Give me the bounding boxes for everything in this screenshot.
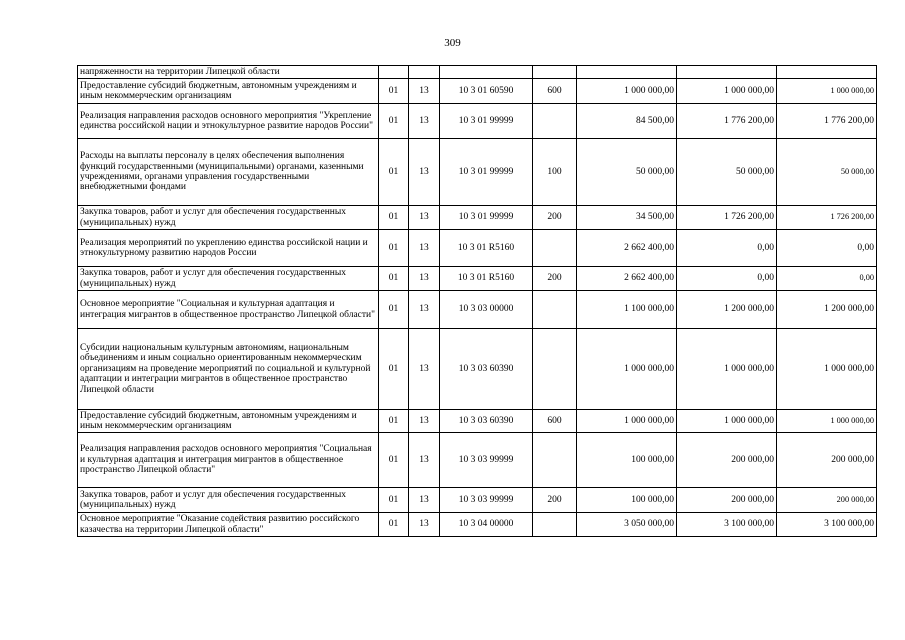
expense-name-cell: Реализация мероприятий по укреплению единства российской нации и этнокультурному развитию народов России: [78, 230, 379, 267]
section-code-cell: 13: [409, 139, 440, 206]
table-row: [78, 329, 877, 410]
amount-year2-cell: 0,00: [677, 230, 777, 267]
amount-year2-cell: 50 000,00: [677, 139, 777, 206]
table-row: [78, 410, 877, 433]
table-row: [78, 104, 877, 139]
target-article-cell: 10 3 04 00000: [440, 513, 533, 537]
amount-year3-cell: 3 100 000,00: [777, 513, 877, 537]
amount-year1-cell: 1 000 000,00: [577, 79, 677, 104]
section-code-cell: 13: [409, 79, 440, 104]
amount-year3-cell: 50 000,00: [777, 139, 877, 206]
table-body: [78, 66, 877, 537]
target-article-cell: 10 3 03 60390: [440, 329, 533, 410]
amount-year2-cell: 3 100 000,00: [677, 513, 777, 537]
target-article-cell: 10 3 01 99999: [440, 206, 533, 230]
target-article-cell: 10 3 03 60390: [440, 410, 533, 433]
expense-name-cell: Закупка товаров, работ и услуг для обеспечения государственных (муниципальных) нужд: [78, 206, 379, 230]
amount-year3-cell: 1 000 000,00: [777, 410, 877, 433]
amount-year1-cell: 50 000,00: [577, 139, 677, 206]
table-row: [78, 291, 877, 329]
target-article-cell: 10 3 01 R5160: [440, 230, 533, 267]
ministry-code-cell: 01: [379, 267, 409, 291]
expense-name-cell: Предоставление субсидий бюджетным, автономным учреждениям и иным некоммерческим организациям: [78, 79, 379, 104]
amount-year3-cell: 200 000,00: [777, 433, 877, 488]
ministry-code-cell: 01: [379, 139, 409, 206]
expense-name-cell: Субсидии национальным культурным автономиям, национальным объединениям и иным социально ориентированным некоммерческим организациям на проведение мероприятий по социальной и культурной адаптации и интеграции мигрантов в общественное пространство Липецкой области: [78, 329, 379, 410]
ministry-code-cell: 01: [379, 230, 409, 267]
table-row: [78, 513, 877, 537]
amount-year3-cell: 1 000 000,00: [777, 79, 877, 104]
expense-name-cell: Закупка товаров, работ и услуг для обеспечения государственных (муниципальных) нужд: [78, 267, 379, 291]
table-row: [78, 230, 877, 267]
table-row: [78, 433, 877, 488]
expense-type-cell: 200: [533, 267, 577, 291]
ministry-code-cell: 01: [379, 291, 409, 329]
expense-type-cell: [533, 513, 577, 537]
amount-year3-cell: 1 200 000,00: [777, 291, 877, 329]
target-article-cell: 10 3 03 00000: [440, 291, 533, 329]
expense-name-cell: Закупка товаров, работ и услуг для обеспечения государственных (муниципальных) нужд: [78, 488, 379, 513]
table-row: [78, 66, 877, 79]
expense-name-cell: Основное мероприятие "Оказание содействия развитию российского казачества на территории Липецкой области": [78, 513, 379, 537]
amount-year2-cell: 1 776 200,00: [677, 104, 777, 139]
expense-type-cell: [533, 230, 577, 267]
section-code-cell: 13: [409, 291, 440, 329]
section-code-cell: 13: [409, 267, 440, 291]
amount-year2-cell: 200 000,00: [677, 488, 777, 513]
expense-name-cell: Основное мероприятие "Социальная и культурная адаптация и интеграция мигрантов в общественное пространство Липецкой области": [78, 291, 379, 329]
expense-type-cell: [533, 104, 577, 139]
target-article-cell: 10 3 01 99999: [440, 139, 533, 206]
expense-type-cell: 600: [533, 410, 577, 433]
amount-year1-cell: 2 662 400,00: [577, 267, 677, 291]
section-code-cell: 13: [409, 410, 440, 433]
amount-year2-cell: 1 726 200,00: [677, 206, 777, 230]
amount-year3-cell: 1 726 200,00: [777, 206, 877, 230]
amount-year2-cell: 1 000 000,00: [677, 329, 777, 410]
table-row: [78, 267, 877, 291]
expense-name-cell: Предоставление субсидий бюджетным, автономным учреждениям и иным некоммерческим организациям: [78, 410, 379, 433]
expense-type-cell: [533, 291, 577, 329]
amount-year1-cell: 100 000,00: [577, 433, 677, 488]
amount-year2-cell: 1 000 000,00: [677, 79, 777, 104]
target-article-cell: 10 3 01 R5160: [440, 267, 533, 291]
expense-name-cell: напряженности на территории Липецкой области: [78, 66, 379, 79]
amount-year3-cell: 200 000,00: [777, 488, 877, 513]
expense-type-cell: 200: [533, 488, 577, 513]
amount-year1-cell: 100 000,00: [577, 488, 677, 513]
target-article-cell: 10 3 01 60590: [440, 79, 533, 104]
section-code-cell: 13: [409, 513, 440, 537]
section-code-cell: 13: [409, 488, 440, 513]
target-article-cell: 10 3 03 99999: [440, 488, 533, 513]
target-article-cell: 10 3 03 99999: [440, 433, 533, 488]
ministry-code-cell: 01: [379, 104, 409, 139]
section-code-cell: [409, 66, 440, 79]
ministry-code-cell: 01: [379, 488, 409, 513]
amount-year1-cell: 84 500,00: [577, 104, 677, 139]
amount-year3-cell: 1 776 200,00: [777, 104, 877, 139]
expense-name-cell: Реализация направления расходов основного мероприятия "Социальная и культурная адаптация и интеграция мигрантов в общественное пространство Липецкой области": [78, 433, 379, 488]
amount-year3-cell: 0,00: [777, 230, 877, 267]
amount-year1-cell: 1 000 000,00: [577, 410, 677, 433]
amount-year1-cell: 3 050 000,00: [577, 513, 677, 537]
expense-type-cell: [533, 329, 577, 410]
section-code-cell: 13: [409, 104, 440, 139]
expense-name-cell: Расходы на выплаты персоналу в целях обеспечения выполнения функций государственными (муниципальными) органами, казенными учреждениями, органами управления государственными внебюджетными фондами: [78, 139, 379, 206]
ministry-code-cell: [379, 66, 409, 79]
ministry-code-cell: 01: [379, 79, 409, 104]
section-code-cell: 13: [409, 206, 440, 230]
section-code-cell: 13: [409, 230, 440, 267]
section-code-cell: 13: [409, 329, 440, 410]
amount-year3-cell: 0,00: [777, 267, 877, 291]
table-row: [78, 206, 877, 230]
expense-type-cell: [533, 433, 577, 488]
amount-year2-cell: 1 200 000,00: [677, 291, 777, 329]
expense-name-cell: Реализация направления расходов основного мероприятия "Укрепление единства российской нации и этнокультурное развитие народов России": [78, 104, 379, 139]
amount-year1-cell: [577, 66, 677, 79]
ministry-code-cell: 01: [379, 206, 409, 230]
amount-year1-cell: 2 662 400,00: [577, 230, 677, 267]
ministry-code-cell: 01: [379, 410, 409, 433]
expense-type-cell: [533, 66, 577, 79]
ministry-code-cell: 01: [379, 433, 409, 488]
ministry-code-cell: 01: [379, 513, 409, 537]
section-code-cell: 13: [409, 433, 440, 488]
amount-year2-cell: 1 000 000,00: [677, 410, 777, 433]
amount-year2-cell: [677, 66, 777, 79]
amount-year1-cell: 1 100 000,00: [577, 291, 677, 329]
table-row: [78, 79, 877, 104]
amount-year1-cell: 1 000 000,00: [577, 329, 677, 410]
ministry-code-cell: 01: [379, 329, 409, 410]
amount-year2-cell: 200 000,00: [677, 433, 777, 488]
table-row: [78, 488, 877, 513]
target-article-cell: [440, 66, 533, 79]
amount-year2-cell: 0,00: [677, 267, 777, 291]
table-row: [78, 139, 877, 206]
amount-year3-cell: [777, 66, 877, 79]
expense-type-cell: 100: [533, 139, 577, 206]
target-article-cell: 10 3 01 99999: [440, 104, 533, 139]
budget-table: [77, 65, 877, 537]
page-number: 309: [444, 37, 461, 49]
expense-type-cell: 600: [533, 79, 577, 104]
amount-year1-cell: 34 500,00: [577, 206, 677, 230]
amount-year3-cell: 1 000 000,00: [777, 329, 877, 410]
expense-type-cell: 200: [533, 206, 577, 230]
